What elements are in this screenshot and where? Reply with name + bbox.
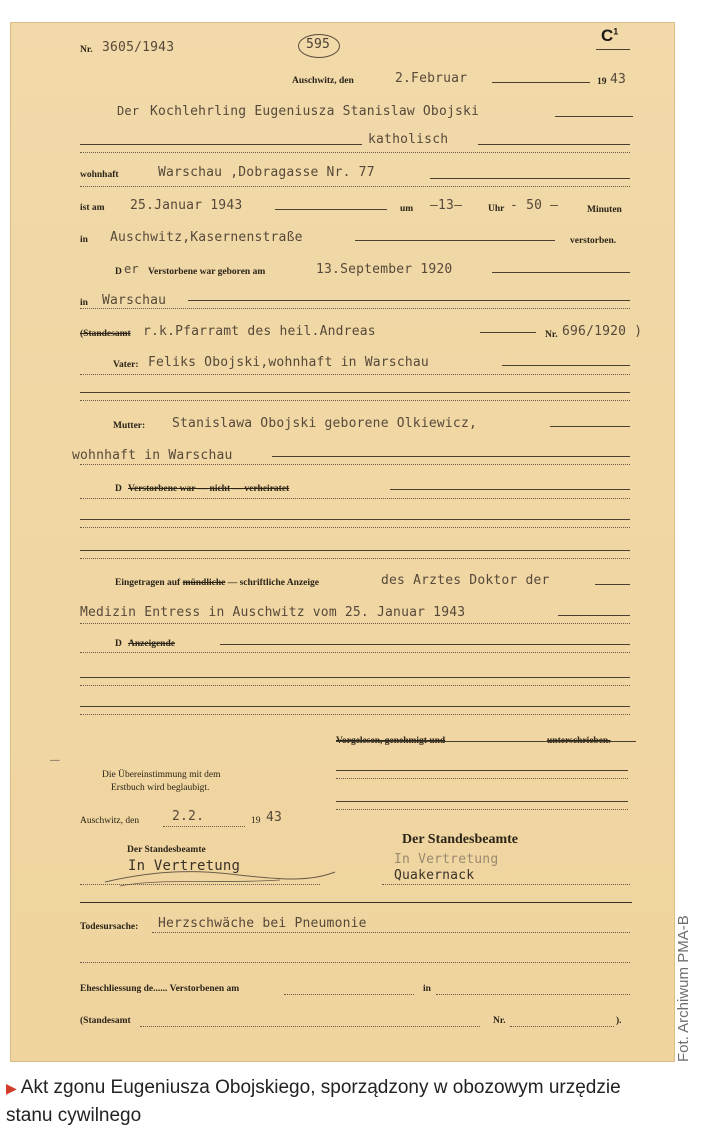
married-text: Verstorbene war — nicht — verheiratet (128, 484, 290, 494)
father-label: Vater: (113, 360, 139, 370)
registry-label: (Standesamt (80, 329, 131, 339)
left-official-title: Der Standesbeamte (127, 845, 206, 855)
born-label: Verstorbene war geboren am (148, 267, 266, 277)
place-date-label: Auschwitz, den (292, 76, 354, 86)
read-approved: Vorgelesen, genehmigt und (336, 736, 446, 746)
footer-registry-label: (Standesamt (80, 1016, 131, 1026)
death-certificate (10, 22, 675, 1062)
cert-date: 2.2. (172, 809, 205, 824)
death-date: 25.Januar 1943 (130, 198, 243, 213)
right-official-title: Der Standesbeamte (402, 832, 519, 847)
birth-place: Warschau (102, 293, 167, 308)
married-prefix: D (115, 484, 122, 494)
right-name: Quakernack (394, 868, 475, 883)
death-hour: —13— (430, 198, 463, 213)
footer-registry-end: ). (616, 1016, 622, 1026)
residence-label: wohnhaft (80, 170, 119, 180)
year-value: 43 (610, 72, 627, 87)
born-prefix: D (115, 267, 122, 277)
right-deputy: In Vertretung (394, 852, 499, 867)
death-minutes: - 50 — (510, 198, 559, 213)
date-value: 2.Februar (395, 71, 468, 86)
informant-label: Anzeigende (128, 639, 175, 649)
birth-date: 13.September 1920 (316, 262, 453, 277)
mother-value: Stanislawa Obojski geborene Olkiewicz, (172, 416, 478, 431)
registry-nr-value: 696/1920 ) (562, 324, 643, 339)
cert-year-prefix: 19 (251, 816, 261, 826)
agreement-line-1: Die Übereinstimmung mit dem (102, 770, 221, 780)
margin-mark: — (50, 750, 60, 769)
mother-label: Mutter: (113, 421, 146, 431)
cause-value: Herzschwäche bei Pneumonie (158, 916, 367, 931)
article-der: Der (117, 104, 140, 118)
stamp-number: 595 (306, 37, 331, 52)
caption-text: Akt zgonu Eugeniusza Obojskiego, sporządzony w obozowym urzędzie stanu cywilnego (6, 1077, 621, 1126)
death-in-label: in (80, 235, 88, 245)
entered-value-1: des Arztes Doktor der (381, 573, 550, 588)
registry-nr-label: Nr. (545, 330, 558, 340)
footer-nr-label: Nr. (493, 1016, 506, 1026)
minuten-label: Minuten (587, 205, 622, 215)
left-deputy: In Vertretung (128, 858, 241, 874)
residence-value: Warschau ,Dobragasse Nr. 77 (158, 165, 375, 180)
photo-credit: Fot. Archiwum PMA-B (675, 915, 692, 1062)
marriage-in-label: in (423, 984, 431, 994)
year-prefix: 19 (597, 77, 607, 87)
entered-value-2: Medizin Entress in Auschwitz vom 25. Januar 1943 (80, 605, 466, 620)
form-code: $C^1$ (601, 26, 619, 45)
cert-year: 43 (266, 810, 283, 825)
nr-value: 3605/1943 (102, 40, 175, 55)
religion: katholisch (368, 132, 449, 147)
signature-scribble (100, 860, 340, 890)
um-label: um (400, 204, 414, 214)
birth-in-label: in (80, 298, 88, 308)
caption-arrow-icon: ▶ (6, 1080, 17, 1096)
mother-value-2: wohnhaft in Warschau (72, 448, 233, 463)
marriage-label: Eheschliessung de...... Verstorbenen am (80, 984, 240, 994)
nr-label: Nr. (80, 45, 93, 55)
deceased-name: Kochlehrling Eugeniusza Stanislaw Obojski (150, 104, 480, 119)
agreement-line-2: Erstbuch wird beglaubigt. (111, 783, 210, 793)
entered-label: Eingetragen auf mündliche — schriftliche Anzeige (115, 578, 319, 588)
verstorben-label: verstorben. (570, 236, 617, 246)
uhr-label: Uhr (488, 204, 505, 214)
signed-label: unterschrieben. (547, 736, 611, 746)
registry-value: r.k.Pfarramt des heil.Andreas (143, 324, 376, 339)
death-place: Auschwitz,Kasernenstraße (110, 230, 303, 245)
born-article: er (124, 262, 139, 276)
cause-label: Todesursache: (80, 922, 139, 932)
died-on-label: ist am (80, 203, 105, 213)
informant-prefix: D (115, 639, 122, 649)
cert-place-label: Auschwitz, den (80, 816, 140, 826)
father-value: Feliks Obojski,wohnhaft in Warschau (148, 355, 429, 370)
caption (6, 1074, 666, 1129)
